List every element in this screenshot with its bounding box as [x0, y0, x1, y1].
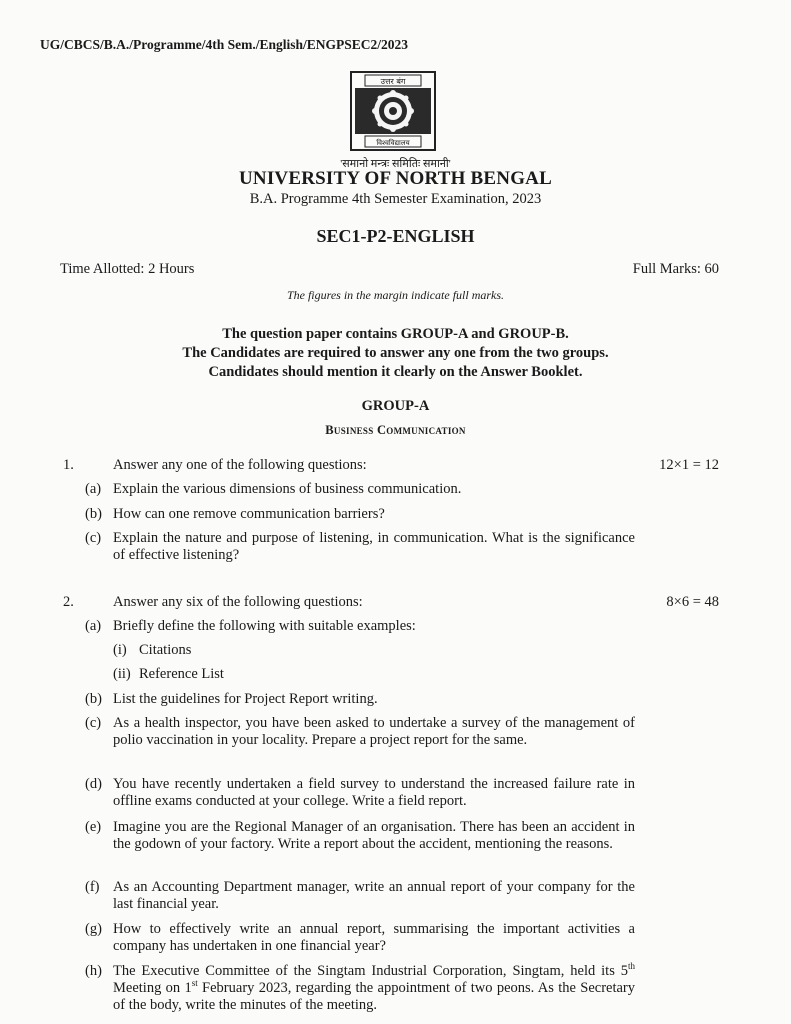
- margin-note: The figures in the margin indicate full marks.: [286, 288, 505, 302]
- item-text: How to effectively write an annual report, summarising the important activities a company has undertaken in one financial year?: [113, 921, 635, 954]
- question-2-item: [85, 879, 635, 913]
- question-2-item: [85, 963, 635, 1014]
- sub-item-label: (ii): [113, 666, 131, 682]
- course-code: SEC1-P2-ENGLISH: [316, 226, 475, 246]
- question-1-prompt: Answer any one of the following questions:: [113, 457, 367, 473]
- question-1-item: [85, 506, 635, 523]
- paper-code: UG/CBCS/B.A./Programme/4th Sem./English/ENGPSEC2/2023: [40, 37, 409, 52]
- instruction-3: Candidates should mention it clearly on the Answer Booklet.: [208, 364, 583, 380]
- sub-item-text: Reference List: [139, 666, 224, 682]
- sub-item-text: Citations: [139, 642, 192, 658]
- item-label: (c): [85, 715, 102, 731]
- question-2-prompt: Answer any six of the following questions:: [113, 594, 363, 610]
- question-1-item: [85, 530, 635, 564]
- university-logo: [349, 70, 437, 152]
- question-2-item: [85, 715, 635, 749]
- item-text: As a health inspector, you have been asked to undertake a survey of the management of polio vaccination in your locality. Prepare a project report for the same.: [113, 715, 635, 748]
- sub-item: [113, 666, 224, 683]
- sub-item: [113, 642, 191, 659]
- item-text: Explain the nature and purpose of listening, in communication. What is the significance of effective listening?: [113, 530, 635, 563]
- question-2-marks: 8×6 = 48: [666, 594, 719, 610]
- item-label: (d): [85, 776, 102, 792]
- svg-text:विश्वविद्यालय: विश्वविद्यालय: [376, 139, 410, 147]
- item-label: (g): [85, 921, 102, 937]
- university-name: UNIVERSITY OF NORTH BENGAL: [239, 168, 552, 189]
- item-label: (a): [85, 481, 102, 497]
- item-text: As an Accounting Department manager, write an annual report of your company for the last financial year.: [113, 879, 635, 912]
- svg-text:उत्तर बंग: उत्तर बंग: [380, 77, 406, 86]
- item-text: Imagine you are the Regional Manager of an organisation. There has been an accident in the godown of your factory. Write a report about the accident, mentioning the reasons.: [113, 819, 635, 852]
- item-label: (b): [85, 691, 102, 707]
- question-2-item: [85, 618, 635, 635]
- motto: 'समानो मन्त्रः समितिः समानी': [340, 158, 451, 170]
- full-marks: Full Marks: 60: [632, 261, 719, 277]
- item-label: (h): [85, 963, 102, 979]
- instruction-1: The question paper contains GROUP-A and GROUP-B.: [222, 326, 569, 342]
- question-2-item: [85, 691, 635, 708]
- item-text: List the guidelines for Project Report writing.: [113, 691, 378, 707]
- question-1-marks: 12×1 = 12: [659, 457, 719, 473]
- item-text: The Executive Committee of the Singtam Industrial Corporation, Singtam, held its 5th Meeting on 1st February 2023, regarding the appointment of two peons. As the Secretary of the body, write the minutes of the meeting.: [113, 961, 636, 1013]
- item-text: Explain the various dimensions of business communication.: [113, 481, 462, 497]
- group-heading: GROUP-A: [361, 398, 430, 414]
- time-allotted: Time Allotted: 2 Hours: [60, 261, 195, 277]
- section-heading: Business Communication: [325, 423, 466, 437]
- item-label: (b): [85, 506, 102, 522]
- question-1-number: 1.: [63, 457, 74, 473]
- sub-item-label: (i): [113, 642, 127, 658]
- item-label: (a): [85, 618, 102, 634]
- question-2-number: 2.: [63, 594, 74, 610]
- item-text: How can one remove communication barriers?: [113, 506, 385, 522]
- item-label: (f): [85, 879, 100, 895]
- item-label: (e): [85, 819, 102, 835]
- item-text: You have recently undertaken a field survey to understand the increased failure rate in offline exams conducted at your college. Write a field report.: [113, 776, 635, 809]
- question-1-item: [85, 481, 635, 498]
- item-label: (c): [85, 530, 102, 546]
- exam-title: B.A. Programme 4th Semester Examination, 2023: [249, 191, 542, 207]
- question-2-item: [85, 819, 635, 853]
- item-text: Briefly define the following with suitable examples:: [113, 618, 416, 634]
- question-2-item: [85, 921, 635, 955]
- question-2-item: [85, 776, 635, 810]
- instruction-2: The Candidates are required to answer any one from the two groups.: [182, 345, 609, 361]
